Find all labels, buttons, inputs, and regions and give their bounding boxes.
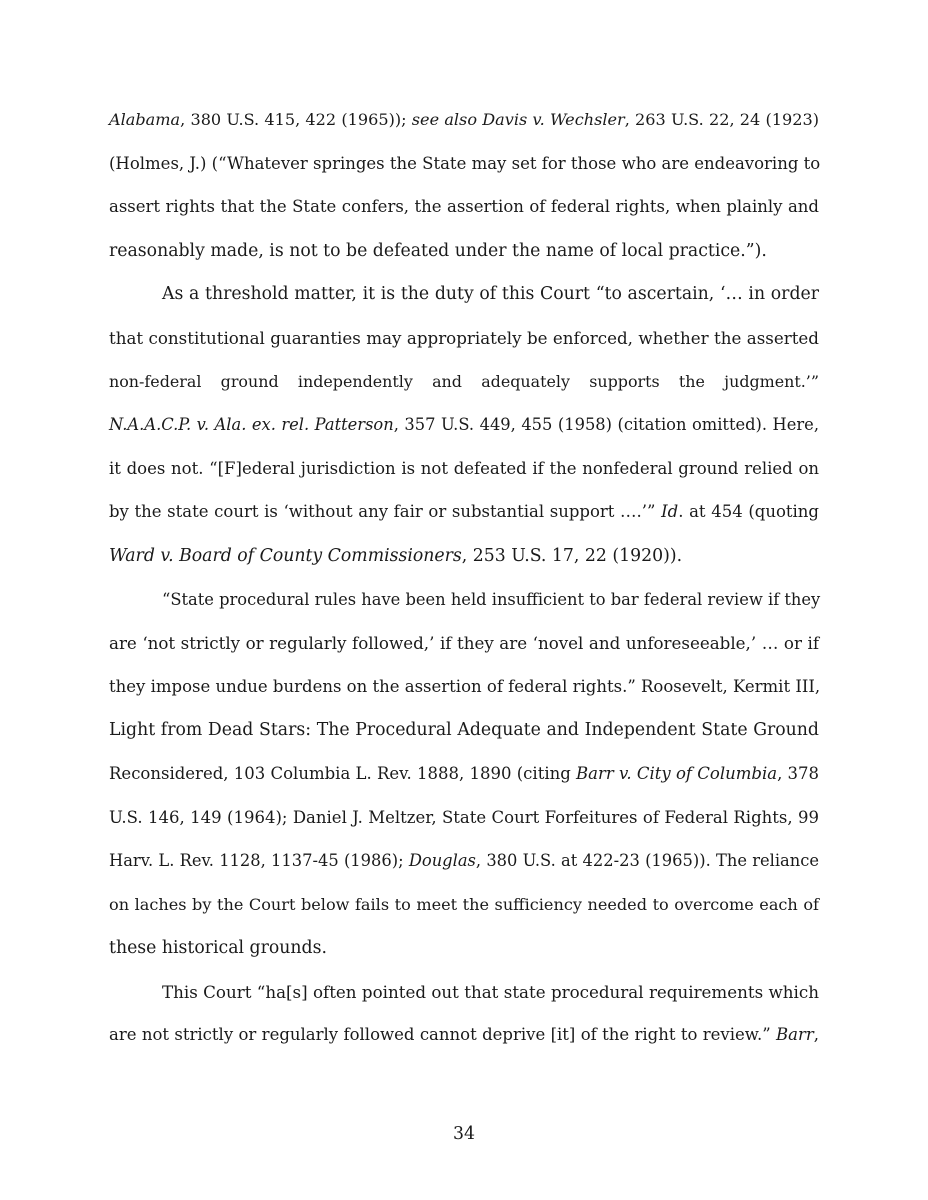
text-run: Harv. L. Rev. 1128, 1137-45 (1986); [109, 851, 409, 871]
paragraph [109, 104, 819, 278]
text-line [109, 889, 819, 933]
text-run: they impose undue burdens on the assertion of federal rights.” Roosevelt, Kermit III, [109, 676, 821, 696]
text-run: by the state court is ‘without any fair or substantial support ….’” [109, 502, 662, 522]
text-line [109, 627, 819, 671]
document-body [109, 104, 819, 1063]
text-run: U.S. 146, 149 (1964); Daniel J. Meltzer, State Court Forfeitures of Federal Rights, 99 [109, 807, 819, 827]
text-run: non-federal ground independently and adequately supports the judgment.’” [109, 371, 819, 391]
text-line [109, 148, 819, 192]
text-line [109, 322, 819, 366]
citation-italic: Id [661, 502, 679, 522]
text-run: . at 454 (quoting [678, 502, 819, 522]
citation-italic: N.A.A.C.P. v. Ala. ex. rel. Patterson [109, 415, 394, 435]
citation-italic: Alabama [109, 110, 181, 129]
citation-italic: see also Davis v. Wechsler [411, 110, 625, 129]
text-run: , 378 [777, 763, 820, 783]
text-run: on laches by the Court below fails to meet the sufficiency needed to overcome each of [109, 894, 819, 914]
citation-italic: Barr v. City of Columbia [576, 763, 778, 783]
text-line [109, 714, 819, 758]
paragraph [109, 584, 819, 976]
text-run: are ‘not strictly or regularly followed,’ if they are ‘novel and unforeseeable,’ … or if [109, 633, 819, 654]
citation-italic: Douglas [408, 851, 476, 871]
text-line [109, 409, 819, 453]
text-run: Reconsidered, 103 Columbia L. Rev. 1888, 1890 (citing [109, 763, 577, 783]
page-number: 34 [453, 1124, 475, 1144]
paragraph [109, 976, 819, 1063]
text-line [109, 671, 819, 715]
text-line [109, 932, 819, 976]
text-run: , [813, 1025, 819, 1045]
text-line [109, 104, 819, 148]
text-line [109, 1019, 819, 1063]
text-run: (Holmes, J.) (“Whatever springes the State may set for those who are endeavoring to [109, 153, 821, 173]
text-line [109, 584, 819, 628]
text-line [109, 453, 819, 497]
text-run: , 253 U.S. 17, 22 (1920)). [461, 545, 683, 566]
text-run: Light from Dead Stars: The Procedural Adequate and Independent State Ground [109, 720, 819, 741]
text-line [109, 278, 819, 322]
text-line [109, 802, 819, 846]
text-line [109, 496, 819, 540]
text-run: reasonably made, is not to be defeated under the name of local practice.”). [109, 240, 767, 261]
text-run: , 357 U.S. 449, 455 (1958) (citation omitted). Here, [393, 415, 819, 435]
text-line [109, 191, 819, 235]
text-run: “State procedural rules have been held insufficient to bar federal review if they [162, 589, 821, 609]
text-run: these historical grounds. [109, 938, 327, 959]
text-run: This Court “ha[s] often pointed out that state procedural requirements which [162, 981, 819, 1002]
text-run: , 380 U.S. 415, 422 (1965)); [180, 110, 412, 129]
text-run: it does not. “[F]ederal jurisdiction is not defeated if the nonfederal ground relied on [109, 458, 819, 478]
paragraph [109, 278, 819, 583]
citation-italic: Barr [776, 1025, 814, 1045]
text-line [109, 758, 819, 802]
text-run: are not strictly or regularly followed cannot deprive [it] of the right to review.” [109, 1025, 776, 1045]
text-line [109, 845, 819, 889]
text-run: As a threshold matter, it is the duty of this Court “to ascertain, ‘… in order [162, 284, 819, 305]
text-line [109, 976, 819, 1020]
text-run: that constitutional guaranties may appropriately be enforced, whether the asserted [109, 327, 819, 348]
text-run: , 380 U.S. at 422-23 (1965)). The reliance [475, 851, 820, 871]
text-run: , 263 U.S. 22, 24 (1923) [624, 110, 819, 129]
text-run: assert rights that the State confers, the assertion of federal rights, when plainly and [109, 197, 819, 217]
text-line [109, 366, 819, 410]
text-line [109, 235, 819, 279]
text-line [109, 540, 819, 584]
citation-italic: Ward v. Board of County Commissioners [109, 545, 462, 566]
